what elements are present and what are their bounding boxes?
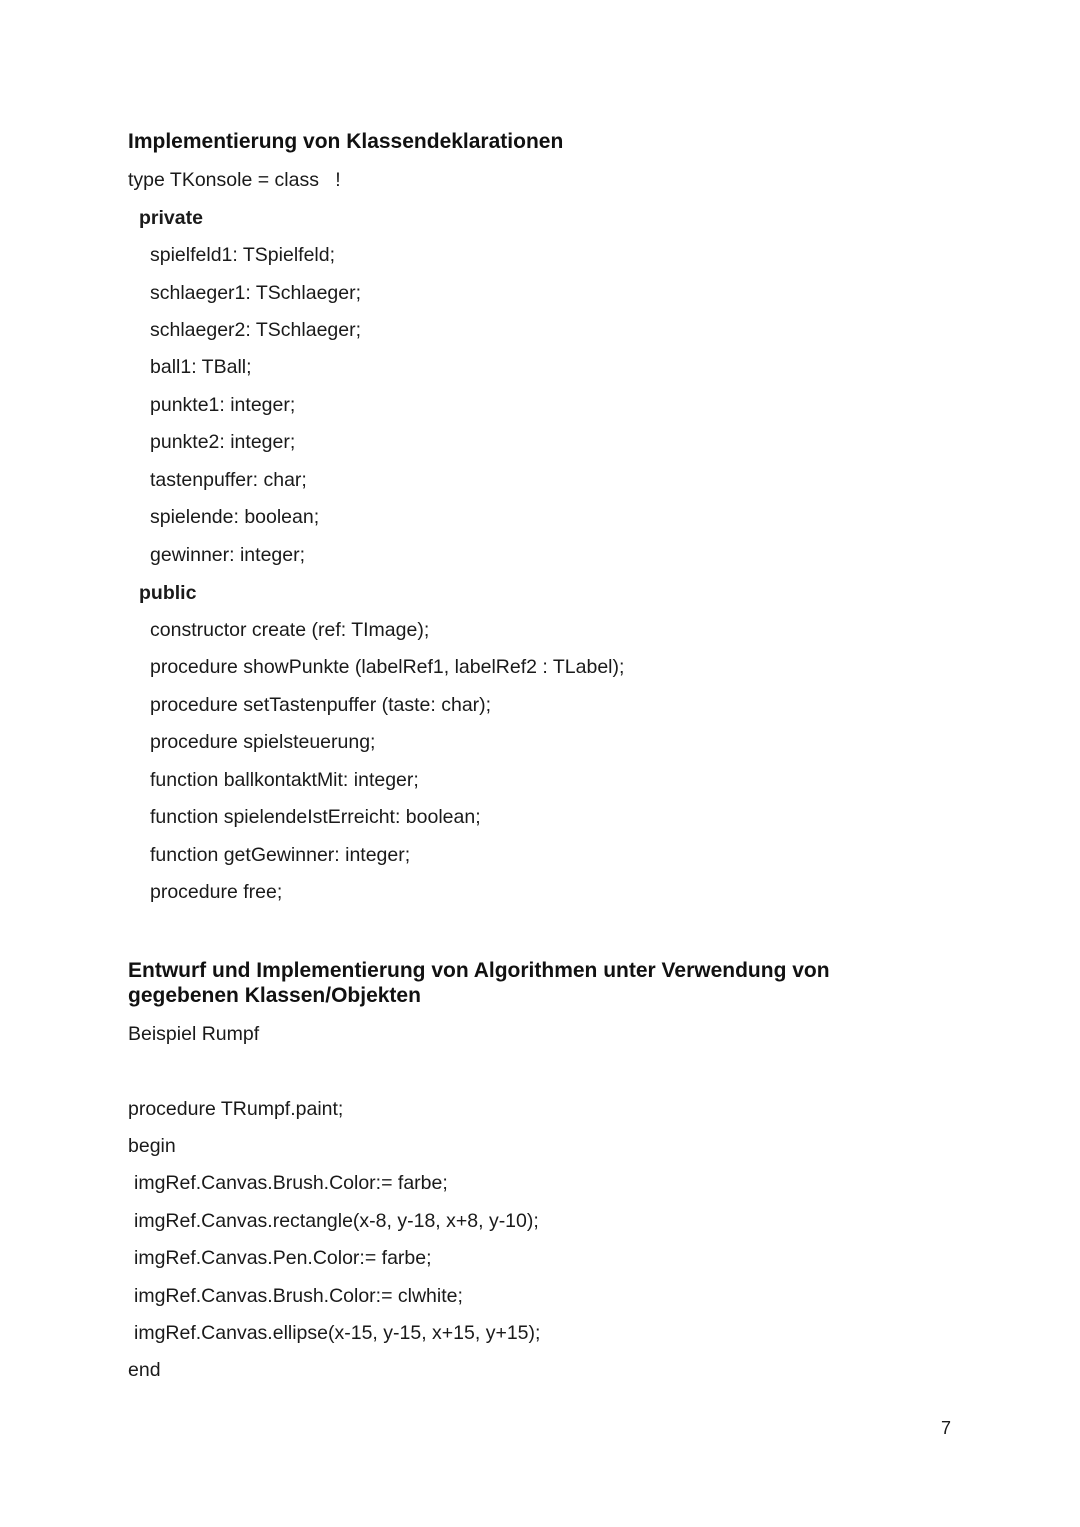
public-method: constructor create (ref: TImage);: [150, 619, 430, 641]
private-field: gewinner: integer;: [150, 544, 306, 566]
code-statement: imgRef.Canvas.ellipse(x-15, y-15, x+15, y+15);: [134, 1322, 541, 1344]
end-keyword: end: [128, 1359, 161, 1381]
private-field: spielfeld1: TSpielfeld;: [150, 244, 336, 266]
code-statement: imgRef.Canvas.Brush.Color:= farbe;: [134, 1172, 448, 1194]
procedure-header: procedure TRumpf.paint;: [128, 1098, 344, 1120]
private-field: schlaeger2: TSchlaeger;: [150, 319, 362, 341]
public-method: procedure spielsteuerung;: [150, 731, 376, 753]
public-method: procedure free;: [150, 881, 283, 903]
private-field: schlaeger1: TSchlaeger;: [150, 282, 362, 304]
public-method: procedure setTastenpuffer (taste: char);: [150, 694, 492, 716]
code-statement: imgRef.Canvas.Brush.Color:= clwhite;: [134, 1285, 463, 1307]
section-heading-algorithms-line2: gegebenen Klassen/Objekten: [128, 984, 421, 1007]
page-number: 7: [941, 1418, 952, 1438]
private-field: punkte1: integer;: [150, 394, 296, 416]
section-heading-class-declarations: Implementierung von Klassendeklarationen: [128, 130, 564, 153]
public-method: procedure showPunkte (labelRef1, labelRef2 : TLabel);: [150, 656, 625, 678]
begin-keyword: begin: [128, 1135, 176, 1157]
private-field: punkte2: integer;: [150, 431, 296, 453]
code-statement: imgRef.Canvas.Pen.Color:= farbe;: [134, 1247, 432, 1269]
example-label: Beispiel Rumpf: [128, 1023, 260, 1045]
public-method: function spielendeIstErreicht: boolean;: [150, 806, 481, 828]
private-field: ball1: TBall;: [150, 356, 252, 378]
public-label: public: [139, 582, 197, 604]
code-statement: imgRef.Canvas.rectangle(x-8, y-18, x+8, y-10);: [134, 1210, 539, 1232]
private-field: spielende: boolean;: [150, 506, 320, 528]
type-declaration-line: type TKonsole = class !: [128, 169, 341, 191]
private-label: private: [139, 207, 203, 229]
private-field: tastenpuffer: char;: [150, 469, 307, 491]
section-heading-algorithms-line1: Entwurf und Implementierung von Algorithmen unter Verwendung von: [128, 959, 830, 982]
public-method: function ballkontaktMit: integer;: [150, 769, 419, 791]
public-method: function getGewinner: integer;: [150, 844, 411, 866]
